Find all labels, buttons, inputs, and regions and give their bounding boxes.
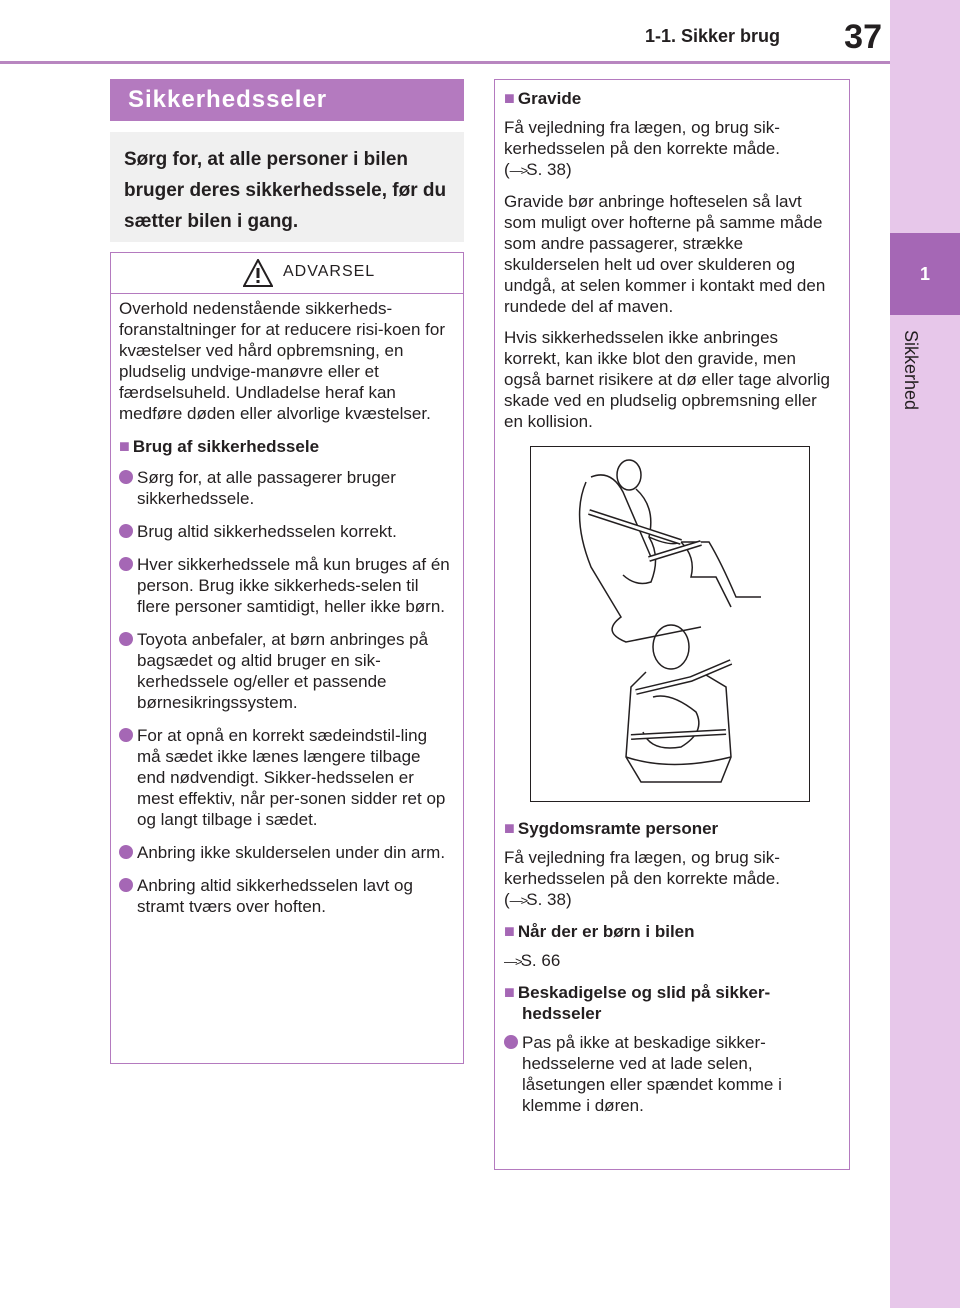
header-section-title: 1-1. Sikker brug — [644, 26, 780, 46]
round-bullet-icon — [119, 557, 133, 571]
right-info-content — [495, 80, 849, 1116]
gravide-heading: ■ Gravide — [504, 88, 582, 108]
chapter-label: Sikkerhed — [901, 330, 921, 411]
reference-arrow-icon: —> — [504, 954, 521, 969]
square-bullet-icon: ■ — [504, 982, 515, 1002]
round-bullet-icon — [119, 878, 133, 892]
round-bullet-icon — [504, 1035, 518, 1049]
sygdom-page-ref[interactable]: S. 38) — [526, 890, 572, 909]
square-bullet-icon: ■ — [119, 436, 130, 456]
warning-body — [111, 294, 463, 917]
skade-bullet: Pas på ikke at beskadige sikker-hedsselerne ved at lade selen, låsetungen eller spændet komme i klemme i døren. — [504, 1032, 835, 1116]
square-bullet-icon: ■ — [504, 921, 515, 941]
gravide-paragraph-1: Få vejledning fra lægen, og brug sik-kerhedsselen på den korrekte måde. (—>S. 38) — [504, 118, 780, 179]
seatbelt-drawing — [531, 447, 809, 801]
warning-bullet: Hver sikkerhedssele må kun bruges af én person. Brug ikke sikkerheds-selen til flere personer samtidigt, heller ikke børn. — [119, 554, 453, 617]
round-bullet-icon — [119, 845, 133, 859]
warning-box — [110, 252, 464, 1064]
round-bullet-icon — [119, 524, 133, 538]
round-bullet-icon — [119, 728, 133, 742]
gravide-paragraph-3: Hvis sikkerhedsselen ikke anbringes korrekt, kan ikke blot den gravide, men også barnet risikere at dø eller tage alvorlig skade ved en pludselig opbremsning eller en kollision. — [504, 328, 830, 431]
reference-arrow-icon: —> — [509, 893, 527, 908]
gravide-page-ref[interactable]: S. 38) — [526, 160, 572, 179]
born-reference — [504, 950, 835, 972]
section-heading — [110, 79, 464, 121]
chapter-side-tab — [890, 0, 960, 1308]
warning-bullet: Anbring ikke skulderselen under din arm. — [119, 842, 453, 863]
gravide-paragraph-2: Gravide bør anbringe hofteselen så lavt som muligt over hofterne på samme måde som andre passagerer, strække skulderselen helt ud over skulderen og undgå, at selen kommer i kontakt med den rundede del af maven. — [504, 192, 826, 316]
born-page-ref[interactable]: S. 66 — [520, 951, 561, 970]
warning-bullet: Anbring altid sikkerhedsselen lavt og stramt tværs over hoften. — [119, 875, 453, 917]
warning-bullet: Brug altid sikkerhedsselen korrekt. — [119, 521, 453, 542]
square-bullet-icon: ■ — [504, 88, 515, 108]
section-heading-text: Sikkerhedsseler — [128, 86, 328, 113]
warning-intro: Overhold nedenstående sikkerheds-foranstaltninger for at reducere risi-koen for kvæstelser ved hård opbremsning, en pludselig undvige-manøvre eller et færdselsuheld. Undladelse heraf kan medføre døden eller alvorlige kvæstelser. — [119, 299, 445, 423]
warning-title: ADVARSEL — [283, 263, 376, 280]
round-bullet-icon — [119, 632, 133, 646]
warning-bullet: For at opnå en korrekt sædeindstil-ling må sædet ikke lænes længere tilbage end nødvendigt. Sikker-hedsselen er mest effektiv, når per-sonen sidder ret op og langt tilbage i sædet. — [119, 725, 453, 830]
pregnant-seatbelt-illustration — [530, 446, 810, 802]
warning-bullet: Sørg for, at alle passagerer bruger sikkerhedssele. — [119, 467, 453, 509]
intro-box — [110, 132, 464, 242]
page-number: 37 — [844, 18, 882, 56]
square-bullet-icon: ■ — [504, 818, 515, 838]
warning-bullet: Toyota anbefaler, at børn anbringes på bagsædet og altid bruger en sik-kerhedssele og/eller et passende børnesikringssystem. — [119, 629, 453, 713]
skade-heading: ■ Beskadigelse og slid på sikker-hedsseler — [504, 982, 771, 1023]
born-heading: ■ Når der er børn i bilen — [504, 921, 695, 941]
header-divider — [0, 61, 890, 64]
chapter-number: 1 — [919, 263, 930, 284]
warning-triangle-icon — [243, 259, 273, 287]
intro-text: Sørg for, at alle personer i bilen bruger deres sikkerhedssele, før du sætter bilen i gang. — [124, 149, 447, 232]
right-info-box — [494, 79, 850, 1170]
sygdom-heading: ■ Sygdomsramte personer — [504, 818, 719, 838]
chapter-label-container — [895, 330, 925, 450]
round-bullet-icon — [119, 470, 133, 484]
warning-subheading: ■ Brug af sikkerhedssele — [119, 436, 320, 456]
sygdom-paragraph: Få vejledning fra lægen, og brug sik-kerhedsselen på den korrekte måde. (—>S. 38) — [504, 848, 780, 909]
warning-header — [111, 253, 463, 294]
chapter-number-tab — [890, 233, 960, 315]
reference-arrow-icon: —> — [509, 163, 527, 178]
